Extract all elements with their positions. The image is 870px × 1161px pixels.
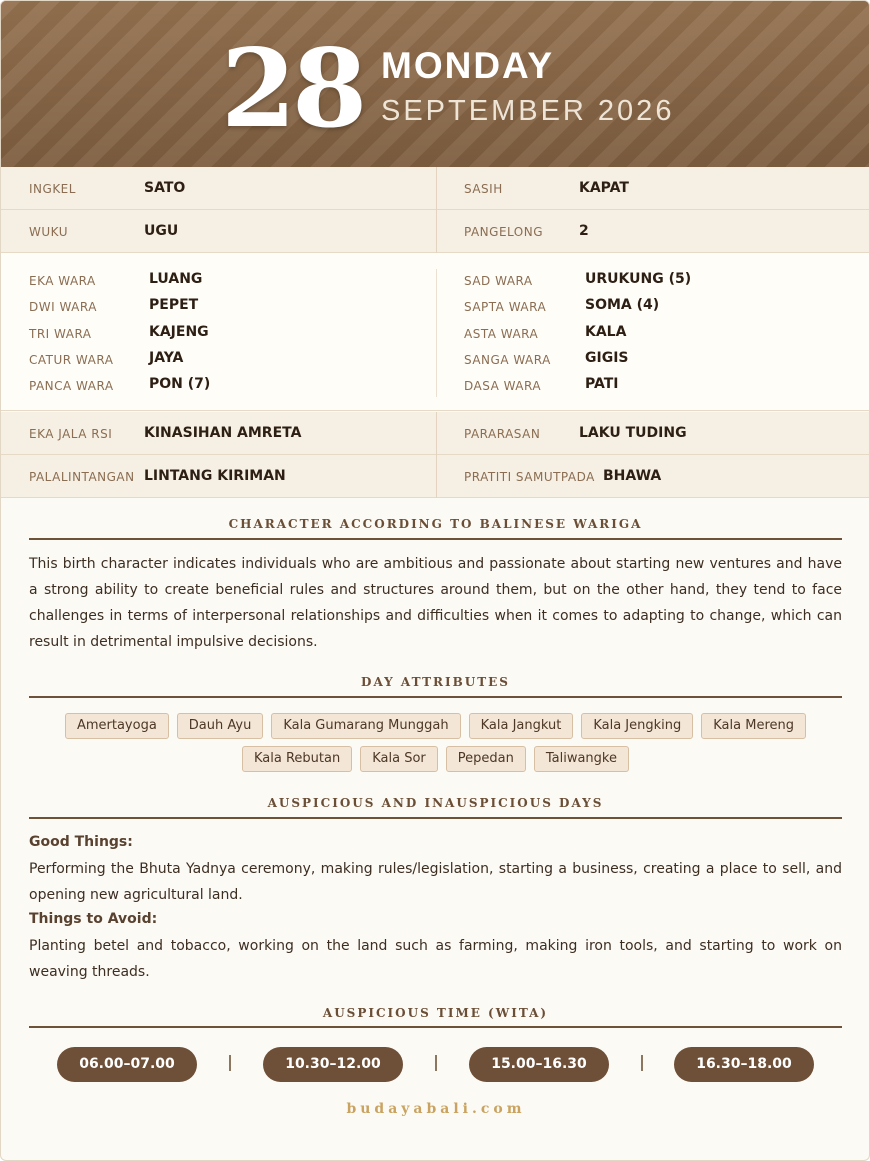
wara-label: ASTA WARA (464, 327, 539, 341)
info-value: SATO (144, 180, 186, 196)
info-cell-ingkel (1, 167, 436, 210)
info-value: LAKU TUDING (579, 425, 687, 441)
info-cell-palalintangan (1, 455, 436, 498)
month-year: SEPTEMBER 2026 (381, 95, 675, 127)
info-row-wuku (1, 210, 870, 253)
attribute-tag: Kala Sor (360, 746, 438, 772)
wara-value: PATI (585, 376, 619, 392)
days-title: AUSPICIOUS AND INAUSPICIOUS DAYS (267, 796, 604, 810)
wara-label: SAPTA WARA (464, 300, 547, 314)
wara-value: LUANG (149, 271, 203, 287)
info-cell-eka-jala-rsi (1, 412, 436, 455)
wara-label: SAD WARA (464, 274, 533, 288)
attribute-tags (29, 713, 842, 772)
info-label: PALALINTANGAN (29, 470, 135, 484)
attribute-tag: Kala Jangkut (469, 713, 574, 739)
time-slots (29, 1047, 842, 1083)
info-value: KINASIHAN AMRETA (144, 425, 302, 441)
info-label: SASIH (464, 182, 503, 196)
wara-divider (436, 269, 437, 397)
attributes-title: DAY ATTRIBUTES (361, 675, 510, 689)
wara-value: URUKUNG (5) (585, 271, 692, 287)
wara-label: PANCA WARA (29, 379, 114, 393)
good-things-text: Performing the Bhuta Yadnya ceremony, making rules/legislation, starting a business, creating a place to sell, and opening new agricultural land. (29, 861, 842, 903)
time-slot-pill: 06.00–07.00 (57, 1047, 197, 1082)
info-value: KAPAT (579, 180, 629, 196)
things-to-avoid-text: Planting betel and tobacco, working on the land such as farming, making iron tools, and starting to work on weaving threads. (29, 938, 842, 980)
time-separator (641, 1055, 643, 1071)
time-separator (229, 1055, 231, 1071)
wara-table (1, 253, 870, 411)
section-divider (29, 817, 842, 819)
section-divider (29, 696, 842, 698)
character-text: This birth character indicates individuals who are ambitious and passionate about starting new ventures and have a strong ability to create beneficial rules and structures around them, but on the other hand, they tend to face challenges in terms of interpersonal relationships and difficulties when it comes to adapting to change, which can result in detrimental impulsive decisions. (29, 556, 842, 650)
info-value: UGU (144, 223, 179, 239)
time-slot-pill: 15.00–16.30 (469, 1047, 609, 1082)
info-row-eka-jala-rsi (1, 412, 870, 455)
info-cell-pangelong (436, 210, 870, 253)
info-label: WUKU (29, 225, 68, 239)
wara-value: PEPET (149, 297, 199, 313)
wara-label: SANGA WARA (464, 353, 551, 367)
info-label: PANGELONG (464, 225, 544, 239)
wara-value: KALA (585, 324, 627, 340)
day-number: 28 (221, 26, 364, 152)
time-separator (435, 1055, 437, 1071)
info-cell-pararasan (436, 412, 870, 455)
attribute-tag: Kala Gumarang Munggah (271, 713, 460, 739)
attribute-tag: Kala Mereng (701, 713, 806, 739)
wara-label: DASA WARA (464, 379, 542, 393)
info-label: EKA JALA RSI (29, 427, 113, 441)
info-cell-pratiti-samutpada (436, 455, 870, 498)
info-value: BHAWA (603, 468, 662, 484)
time-slot-pill: 10.30–12.00 (263, 1047, 403, 1082)
time-slot-pill: 16.30–18.00 (674, 1047, 814, 1082)
attribute-tag: Pepedan (446, 746, 526, 772)
section-divider (29, 1026, 842, 1028)
wara-value: PON (7) (149, 376, 211, 392)
info-row-palalintangan (1, 455, 870, 498)
date-header (1, 1, 870, 167)
attribute-tag: Dauh Ayu (177, 713, 264, 739)
info-cell-wuku (1, 210, 436, 253)
info-cell-sasih (436, 167, 870, 210)
wara-value: SOMA (4) (585, 297, 660, 313)
attribute-tag: Kala Rebutan (242, 746, 352, 772)
info-row-ingkel (1, 167, 870, 210)
wara-value: JAYA (149, 350, 184, 366)
good-things-label: Good Things: (29, 834, 133, 850)
wara-value: GIGIS (585, 350, 629, 366)
wara-label: DWI WARA (29, 300, 97, 314)
wara-label: TRI WARA (29, 327, 92, 341)
info-value: 2 (579, 223, 589, 239)
things-to-avoid-label: Things to Avoid: (29, 911, 158, 927)
attribute-tag: Amertayoga (65, 713, 169, 739)
attribute-tag: Kala Jengking (581, 713, 693, 739)
day-name: MONDAY (381, 45, 555, 86)
info-label: PARARASAN (464, 427, 541, 441)
info-label: PRATITI SAMUTPADA (464, 470, 595, 484)
time-title: AUSPICIOUS TIME (WITA) (322, 1006, 549, 1020)
info-label: INGKEL (29, 182, 76, 196)
section-divider (29, 538, 842, 540)
wara-label: EKA WARA (29, 274, 96, 288)
wara-value: KAJENG (149, 324, 209, 340)
wara-label: CATUR WARA (29, 353, 114, 367)
site-watermark: budayabali.com (346, 1101, 526, 1117)
info-value: LINTANG KIRIMAN (144, 468, 286, 484)
attribute-tag: Taliwangke (534, 746, 629, 772)
character-title: CHARACTER ACCORDING TO BALINESE WARIGA (228, 517, 643, 531)
